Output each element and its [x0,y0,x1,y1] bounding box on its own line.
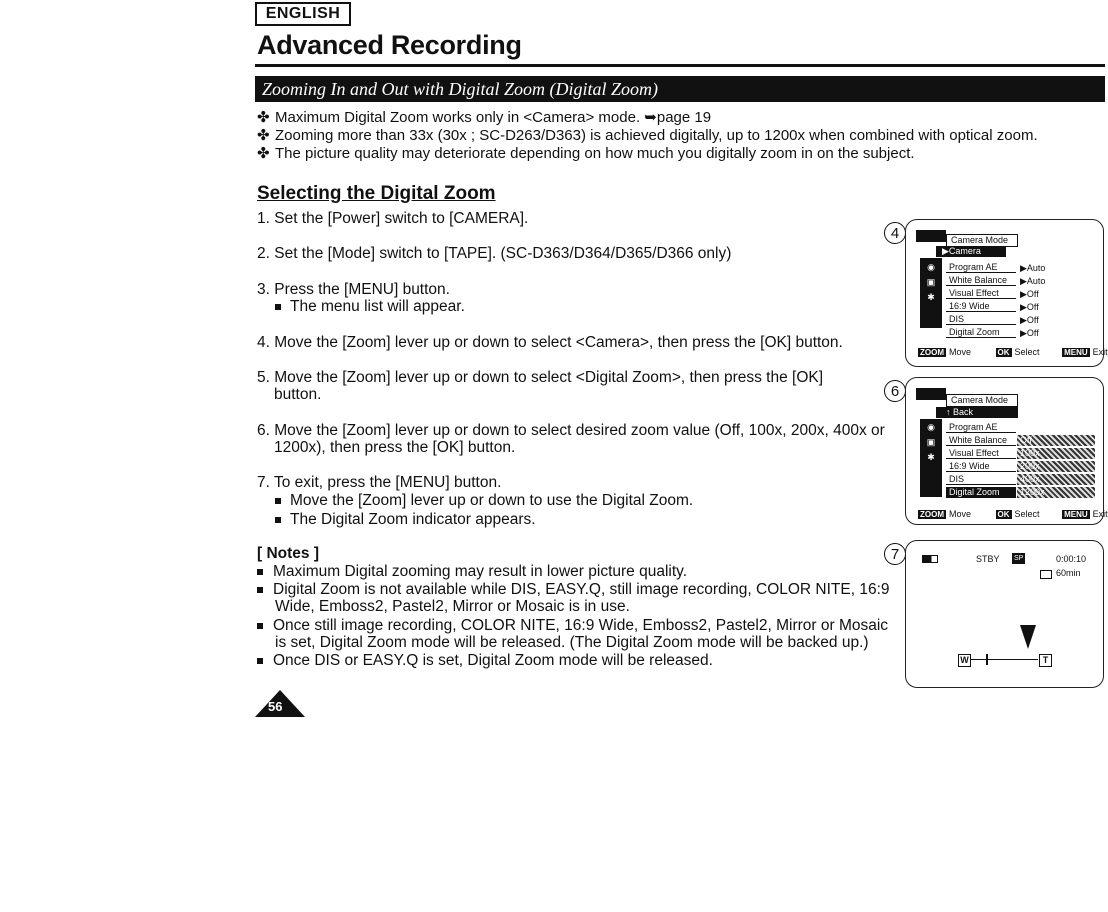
menu-item: Visual Effect [946,288,1016,299]
square-bullet-icon [257,569,263,575]
viewfinder-panel-7 [905,540,1104,688]
square-bullet-icon [275,304,281,310]
step-1: 1. Set the [Power] switch to [CAMERA]. [257,210,529,227]
menu-value: ▶Off [1020,302,1039,312]
zoom-wide-label: W [958,654,971,667]
step-7-sub [275,511,536,529]
note-text: Maximum Digital zooming may result in lower picture quality. [273,563,688,580]
intro-bullet [257,108,711,126]
menu-header: Camera Mode [946,234,1018,247]
program-ae-icon: ◉ [923,261,939,274]
intro-bullet-text: Zooming more than 33x (30x ; SC-D263/D363) is achieved digitally, up to 1200x when combined with optical zoom. [275,127,1038,144]
step-5: 5. Move the [Zoom] lever up or down to select <Digital Zoom>, then press the [OK] [257,369,824,386]
footer-move: Move [949,347,972,357]
camera-mode-icon [916,230,946,242]
white-balance-icon: ▣ [923,276,939,289]
menu-footer [918,347,1108,358]
status-text: STBY [976,554,1000,564]
white-balance-icon: ▣ [923,436,939,449]
menu-item: 16:9 Wide [946,301,1016,312]
note-item [257,652,713,669]
square-bullet-icon [257,658,263,664]
page-number: 56 [268,699,283,714]
step-5-cont: button. [274,386,322,403]
page-number-badge [255,690,305,723]
section-banner: Zooming In and Out with Digital Zoom (Digital Zoom) [255,76,1105,102]
menu-panel-4 [905,219,1108,367]
step-3-sub [275,298,465,316]
step-6: 6. Move the [Zoom] lever up or down to select desired zoom value (Off, 100x, 200x, 400x or [257,422,885,439]
page-title: Advanced Recording [257,30,522,60]
intro-bullet [257,144,915,162]
square-bullet-icon [275,498,281,504]
intro-bullet-text: The picture quality may deteriorate depending on how much you digitally zoom in on the subject. [275,145,915,162]
step-7-sub [275,492,693,510]
sub-text: The Digital Zoom indicator appears. [290,511,536,528]
note-item-cont: Wide, Emboss2, Pastel2, Mirror or Mosaic is in use. [275,598,630,615]
clover-bullet-icon: ✤ [257,145,270,162]
zoom-key-icon: ZOOM [920,510,944,519]
panel-number-4: 4 [884,222,906,244]
panel-number-6: 6 [884,380,906,402]
program-ae-icon: ◉ [923,421,939,434]
menu-header: Camera Mode [946,394,1018,407]
note-text: Once DIS or EASY.Q is set, Digital Zoom mode will be released. [273,652,713,669]
zoom-tele-label: T [1039,654,1052,667]
menu-item: White Balance [946,435,1016,446]
step-6-cont: 1200x), then press the [OK] button. [274,439,516,456]
note-item [257,617,888,634]
clover-bullet-icon: ✤ [257,109,270,126]
time-counter: 0:00:10 [1056,554,1087,564]
camera-mode-icon [916,388,946,400]
menu-value: ▶Auto [1020,276,1046,286]
zoom-option: 400x [1017,474,1095,485]
step-3: 3. Press the [MENU] button. [257,281,450,298]
menu-item: 16:9 Wide [946,461,1016,472]
footer-select: Select [1014,509,1040,519]
square-bullet-icon [257,623,263,629]
zoom-option: 100x [1017,448,1095,459]
menu-item: DIS [946,474,1016,485]
zoom-bar [970,659,1038,660]
step-2: 2. Set the [Mode] switch to [TAPE]. (SC-D363/D364/D365/D366 only) [257,245,732,262]
language-label: ENGLISH [255,2,351,26]
menu-item: DIS [946,314,1016,325]
zoom-option: 1200x [1017,487,1095,498]
square-bullet-icon [257,587,263,593]
note-item [257,563,687,580]
intro-bullet [257,126,1038,144]
menu-footer [918,509,1108,520]
sp-badge: SP [1014,555,1024,562]
ok-key-icon: OK [997,510,1010,519]
title-divider [255,64,1105,67]
panel-number-7: 7 [884,543,906,565]
zoom-arrow-icon [1020,625,1036,649]
menu-item: Program AE [946,422,1016,433]
zoom-key-icon: ZOOM [920,348,944,357]
tape-icon [1040,570,1052,579]
step-4: 4. Move the [Zoom] lever up or down to select <Camera>, then press the [OK] button. [257,334,843,351]
battery-icon [922,555,938,563]
menu-value: ▶Auto [1020,263,1046,273]
zoom-position-marker [986,654,988,665]
menu-item: Program AE [946,262,1016,273]
step-7: 7. To exit, press the [MENU] button. [257,474,502,491]
menu-item: Digital Zoom [946,327,1016,338]
menu-key-icon: MENU [1064,510,1088,519]
menu-panel-6 [905,377,1108,525]
menu-item: Visual Effect [946,448,1016,459]
visual-effect-icon: ✱ [923,451,939,464]
note-item [257,581,890,598]
sub-text: Move the [Zoom] lever up or down to use the Digital Zoom. [290,492,694,509]
clover-bullet-icon: ✤ [257,127,270,144]
menu-back: ↑ Back [936,407,1018,418]
square-bullet-icon [275,517,281,523]
menu-key-icon: MENU [1064,348,1088,357]
intro-bullet-text: Maximum Digital Zoom works only in <Camera> mode. ➥page 19 [275,109,712,126]
menu-value: ▶Off [1020,289,1039,299]
note-text: Digital Zoom is not available while DIS, EASY.Q, still image recording, COLOR NITE, 16:9 [273,581,890,598]
menu-value: ▶Off [1020,315,1039,325]
ok-key-icon: OK [997,348,1010,357]
footer-select: Select [1014,347,1040,357]
notes-heading: [ Notes ] [257,545,319,562]
zoom-option: Off [1017,435,1095,446]
menu-item: White Balance [946,275,1016,286]
footer-move: Move [949,509,972,519]
visual-effect-icon: ✱ [923,291,939,304]
menu-value: ▶Off [1020,328,1039,338]
menu-selected: ▶Camera [936,246,1006,257]
note-item-cont: is set, Digital Zoom mode will be released. (The Digital Zoom mode will be backed up.) [275,634,869,651]
menu-item-selected: Digital Zoom [946,487,1016,498]
note-text: Once still image recording, COLOR NITE, 16:9 Wide, Emboss2, Pastel2, Mirror or Mosaic [273,617,889,634]
footer-exit: Exit [1092,347,1108,357]
sub-text: The menu list will appear. [290,298,465,315]
zoom-option: 200x [1017,461,1095,472]
tape-remaining: 60min [1056,568,1081,578]
footer-exit: Exit [1092,509,1108,519]
section-title: Selecting the Digital Zoom [257,183,496,204]
